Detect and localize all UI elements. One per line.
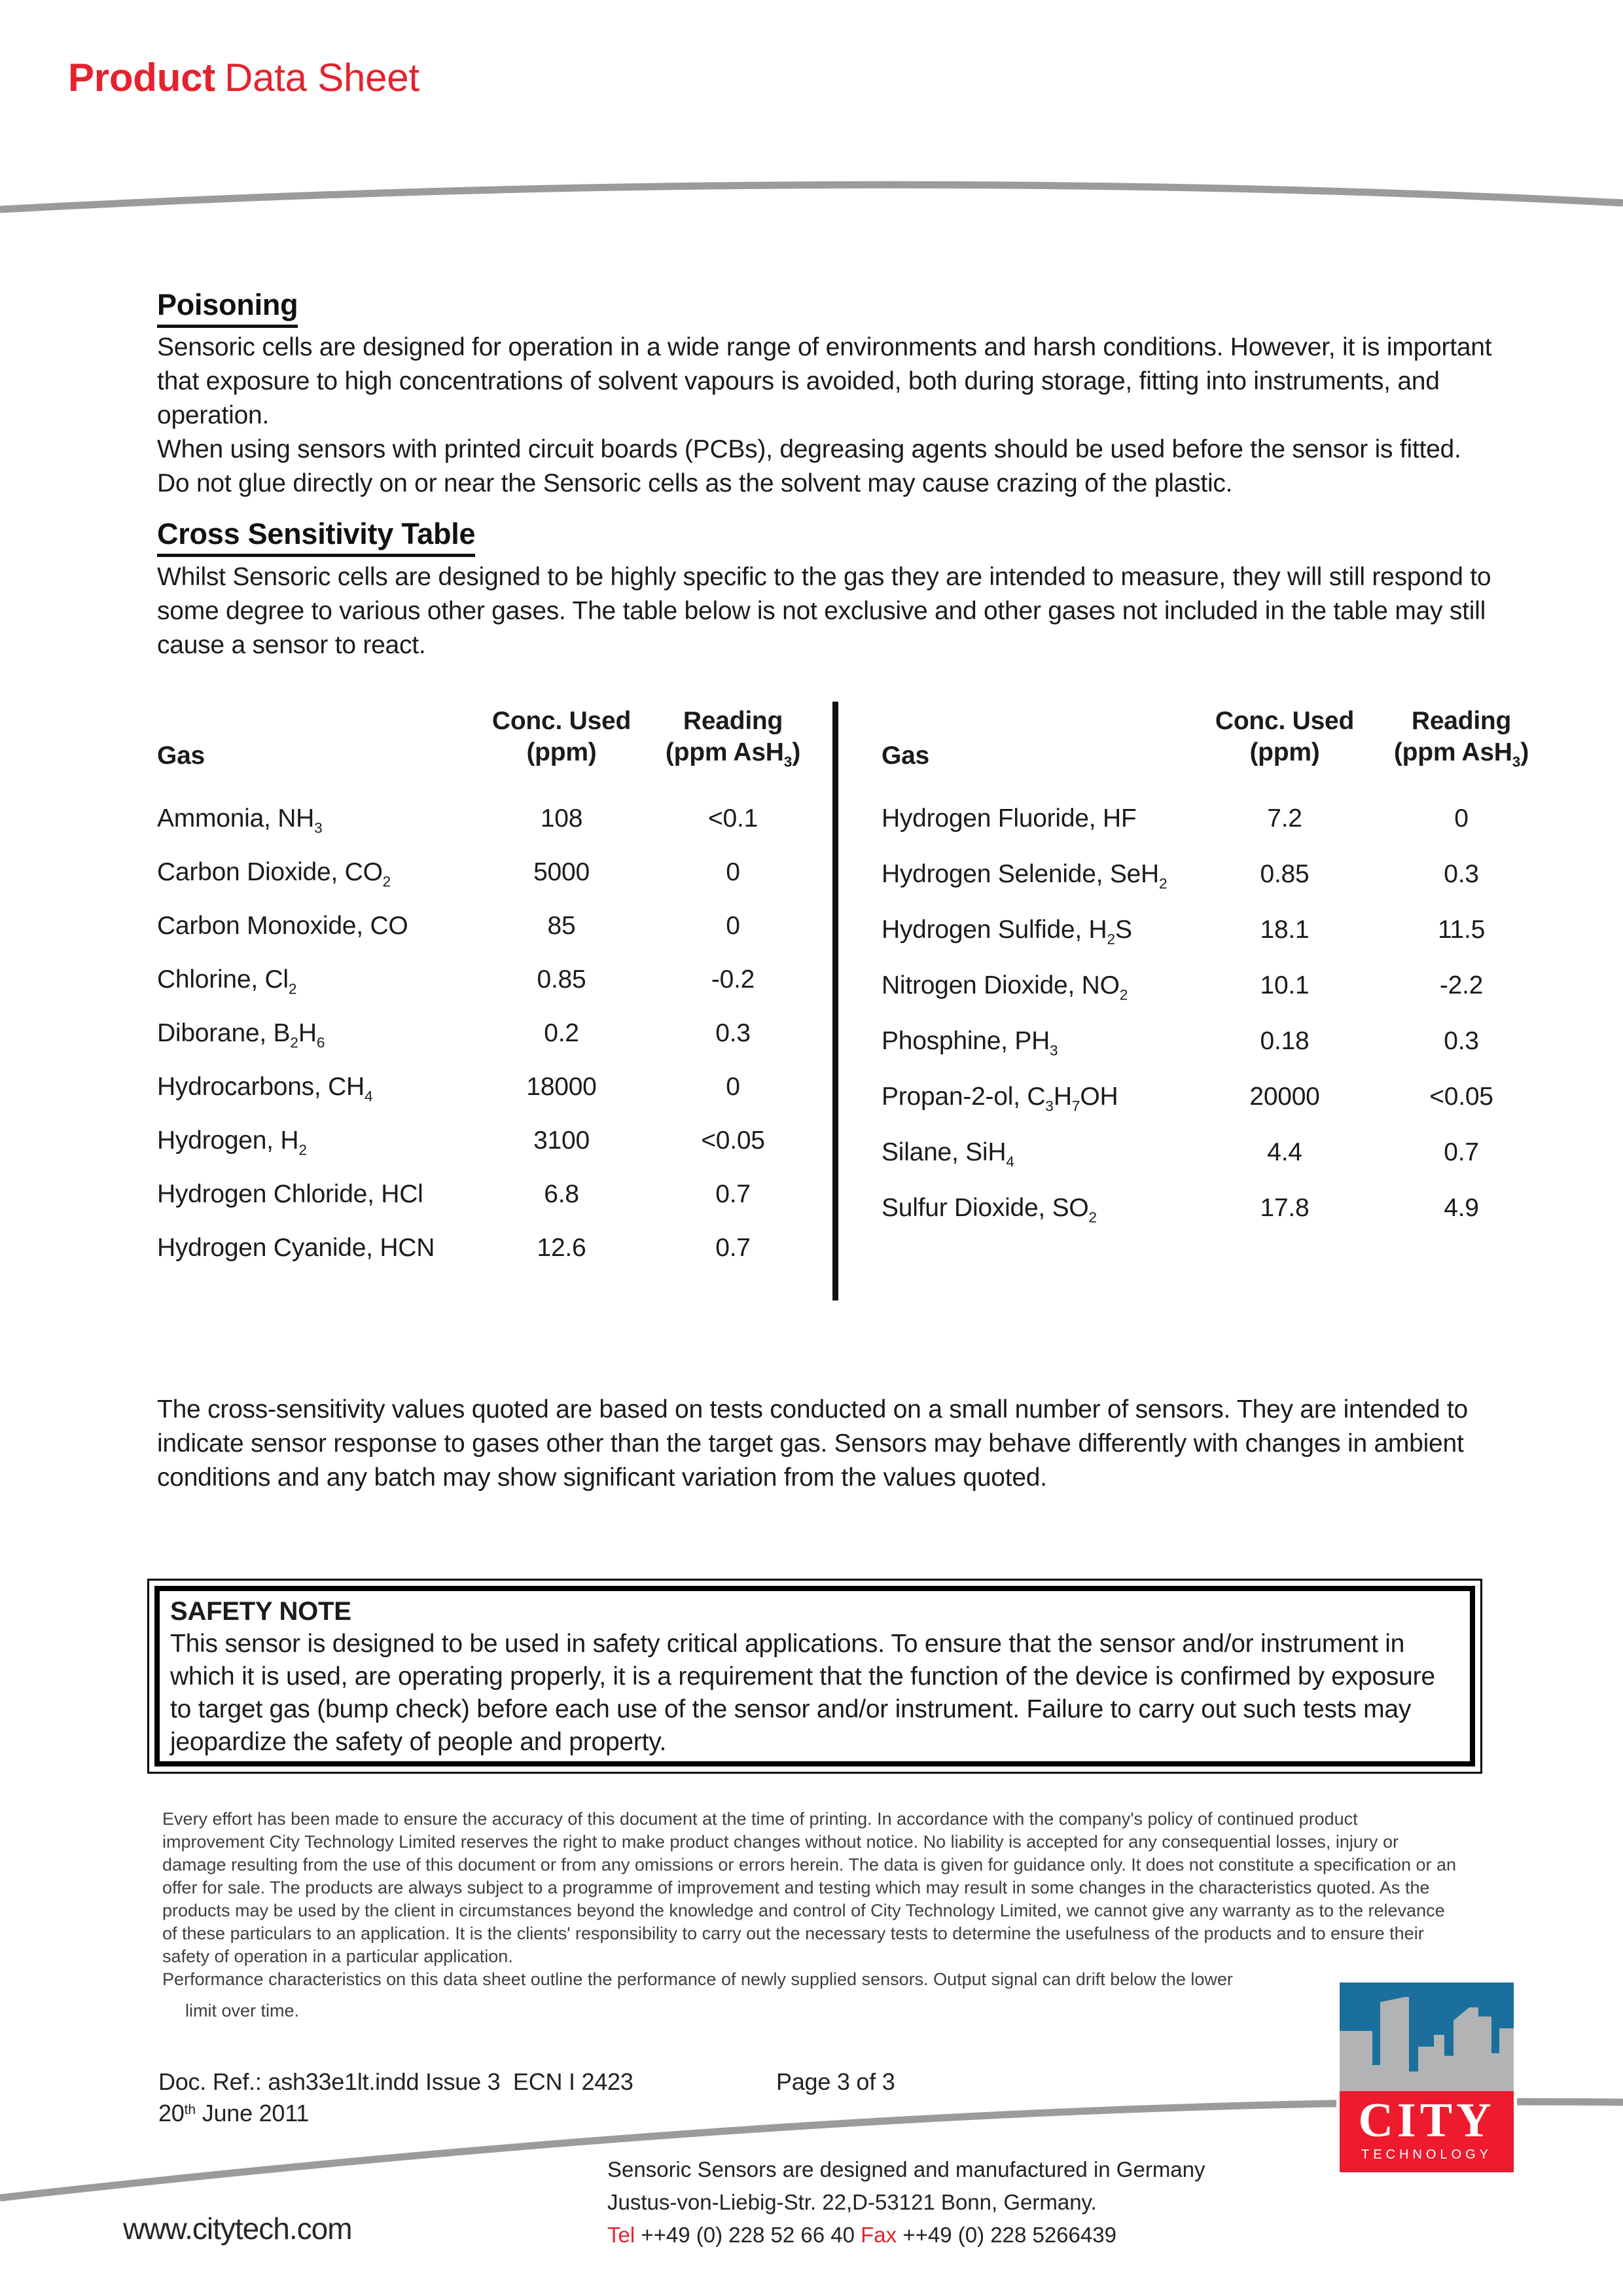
conc-value: 7.2 <box>1267 804 1302 833</box>
cross-sensitivity-table-right <box>882 706 1556 1249</box>
disclaimer-paragraph: Every effort has been made to ensure the accuracy of this document at the time of printing. In accordance with the company's policy of continued product improvement City Technology Limited reserves the right to make product changes without notice. No liability is accepted for any consequential losses, injury or damage resulting from the use of this document or from any omissions or errors herein. The data is given for guidance only. It does not constitute a specification or an offer for sale. The products are always subject to a programme of improvement and testing which may result in some changes in the characteristics quoted. As the products may be used by the client in circumstances beyond the knowledge and control of City Technology Limited, we cannot give any warranty as to the relevance of these particulars to an application. It is the clients' responsibility to carry out the necessary tests to determine the usefulness of the products and to ensure their safety of operation in a particular application. <box>162 1809 1457 1966</box>
reading-value: 11.5 <box>1437 915 1486 944</box>
reading-value: 0 <box>1454 804 1469 833</box>
conc-value: 18000 <box>526 1072 597 1101</box>
reading-value: -0.2 <box>711 965 755 994</box>
footer-address-block <box>607 2153 1205 2251</box>
logo-city-text: CITY <box>1358 2094 1495 2147</box>
conc-value: 17.8 <box>1260 1193 1310 1222</box>
gas-name: Hydrocarbons, $CH_4$ <box>157 1072 373 1104</box>
reading-column-header: Reading (ppm AsH$_3$) <box>665 707 801 770</box>
table-row <box>157 1234 823 1287</box>
table-header <box>882 706 1556 778</box>
page-title-bold: Product <box>68 56 215 99</box>
conc-value: 5000 <box>533 857 590 886</box>
conc-value: 0.85 <box>537 965 586 994</box>
table-row <box>882 1027 1556 1083</box>
gas-column-header: Gas <box>882 741 929 770</box>
reading-value: 0 <box>726 857 740 886</box>
performance-paragraph: Performance characteristics on this data sheet outline the performance of newly supplied sensors. Output signal can drift below the lower <box>162 1969 1233 1989</box>
table-row <box>157 858 823 912</box>
poisoning-heading: Poisoning <box>157 288 298 328</box>
safety-note-heading: SAFETY NOTE <box>170 1597 351 1626</box>
tel-number: ++49 (0) 228 52 66 40 <box>641 2223 855 2247</box>
fax-number: ++49 (0) 228 5266439 <box>902 2223 1116 2247</box>
reading-value: <0.1 <box>707 804 758 833</box>
footer-made-in: Sensoric Sensors are designed and manufactured in Germany <box>607 2157 1205 2181</box>
footer-phone-line <box>607 2219 1205 2251</box>
reading-value: 0 <box>726 911 740 940</box>
cross-sensitivity-intro: Whilst Sensoric cells are designed to be highly specific to the gas they are intended to measure, they will still respond to some degree to various other gases. The table below is not exclusive and other gases not included in the table may still cause a sensor to react. <box>157 563 1491 659</box>
gas-name: Chlorine, $Cl_2$ <box>157 965 297 997</box>
reading-value: 0.3 <box>1444 859 1479 888</box>
table-row <box>157 1126 823 1180</box>
reading-value: 4.9 <box>1444 1193 1479 1222</box>
gas-name: Hydrogen Selenide, SeH$_2$ <box>882 859 1168 891</box>
cross-sensitivity-note: The cross-sensitivity values quoted are based on tests conducted on a small number of sensors. They are intended to indicate sensor response to gases other than the target gas. Sensors may behave differently with changes in ambient conditions and any batch may show significant variation from the values quoted. <box>157 1395 1468 1492</box>
safety-note-box <box>147 1579 1482 1774</box>
performance-paragraph-cont: limit over time. <box>185 2001 300 2020</box>
conc-value: 20000 <box>1249 1082 1320 1111</box>
reading-value: <0.05 <box>701 1126 765 1155</box>
conc-value: 0.85 <box>1260 859 1310 888</box>
conc-value: 3100 <box>533 1126 590 1155</box>
logo-technology-text: TECHNOLOGY <box>1361 2147 1493 2162</box>
safety-note-inner-border <box>154 1586 1475 1767</box>
reading-value: 0.3 <box>715 1018 751 1047</box>
cross-sensitivity-heading: Cross Sensitivity Table <box>157 517 475 557</box>
conc-value: 6.8 <box>544 1179 579 1208</box>
reading-value: 0.7 <box>715 1179 751 1208</box>
table-row <box>882 916 1556 971</box>
doc-date: 20th June 2011 <box>158 2100 310 2126</box>
table-row <box>157 1073 823 1126</box>
reading-value: 0.3 <box>1444 1026 1479 1055</box>
tel-label: Tel <box>607 2223 635 2247</box>
page-number: Page 3 of 3 <box>776 2068 895 2095</box>
gas-name: Hydrogen Sulfide, $H_2S$ <box>882 915 1132 947</box>
gas-name: Phosphine, $PH_3$ <box>882 1026 1058 1058</box>
poisoning-paragraphs <box>157 331 1495 501</box>
table-header <box>157 706 823 778</box>
table-row <box>157 1180 823 1234</box>
table-row <box>882 1194 1556 1249</box>
poisoning-para-1: Sensoric cells are designed for operation in a wide range of environments and harsh conditions. However, it is important that exposure to high concentrations of solvent vapours is avoided, both during storage, fitting into instruments, and operation. <box>157 333 1492 429</box>
conc-value: 85 <box>547 911 576 940</box>
conc-value: 0.2 <box>544 1018 579 1047</box>
gas-name: Ammonia, $NH_3$ <box>157 804 323 836</box>
gas-name: Sulfur Dioxide, $SO_2$ <box>882 1193 1097 1225</box>
poisoning-para-2: When using sensors with printed circuit boards (PCBs), degreasing agents should be used before the sensor is fitted. Do not glue directly on or near the Sensoric cells as the solvent may cause crazing of the plastic. <box>157 435 1461 497</box>
cross-sensitivity-table-left <box>157 706 823 1287</box>
conc-value: 12.6 <box>537 1233 586 1262</box>
fax-label: Fax <box>861 2223 897 2247</box>
logo-skyline-panel <box>1340 1982 1514 2091</box>
conc-value: 18.1 <box>1260 915 1310 944</box>
conc-value: 0.18 <box>1260 1026 1310 1055</box>
conc-column-header: Conc. Used (ppm) <box>491 707 632 766</box>
reading-value: <0.05 <box>1429 1082 1493 1111</box>
website-url: www.citytech.com <box>123 2212 352 2246</box>
reading-value: -2.2 <box>1439 971 1484 999</box>
gas-name: Nitrogen Dioxide, $NO_2$ <box>882 971 1128 1003</box>
table-row <box>882 860 1556 916</box>
reading-value: 0 <box>726 1072 740 1101</box>
table-row <box>882 1083 1556 1138</box>
gas-name: Hydrogen Chloride, HCl <box>157 1179 423 1208</box>
doc-reference: Doc. Ref.: ash33e1lt.indd Issue 3 ECN I 2423 <box>158 2068 633 2095</box>
reading-value: 0.7 <box>715 1233 751 1262</box>
gas-name: Propan-2-ol, $C_3H_7OH$ <box>882 1082 1118 1114</box>
table-divider-line <box>832 702 838 1300</box>
page-title-rest: Data Sheet <box>224 56 419 99</box>
table-row <box>157 804 823 858</box>
gas-name: Hydrogen, $H_2$ <box>157 1126 307 1158</box>
conc-value: 4.4 <box>1267 1138 1302 1166</box>
conc-value: 108 <box>540 804 583 833</box>
gas-name: Hydrogen Cyanide, HCN <box>157 1233 435 1262</box>
table-row <box>157 912 823 965</box>
reading-column-header: Reading (ppm AsH$_3$) <box>1393 707 1529 770</box>
table-row <box>157 1019 823 1073</box>
table-row <box>882 1138 1556 1194</box>
logo-wordmark-panel <box>1340 2091 1514 2172</box>
gas-column-header: Gas <box>157 741 205 770</box>
table-row <box>157 965 823 1019</box>
conc-value: 10.1 <box>1260 971 1310 999</box>
table-row <box>882 804 1556 860</box>
gas-name: Carbon Dioxide, $CO_2$ <box>157 857 391 889</box>
conc-column-header: Conc. Used (ppm) <box>1215 707 1355 766</box>
footer-address: Justus-von-Liebig-Str. 22,D-53121 Bonn, Germany. <box>607 2190 1097 2214</box>
legal-fine-print <box>162 1808 1461 2022</box>
city-skyline-icon <box>1340 1982 1514 2091</box>
table-row <box>882 971 1556 1027</box>
reading-value: 0.7 <box>1444 1138 1479 1166</box>
city-technology-logo <box>1336 1979 1517 2176</box>
page-title <box>68 55 419 100</box>
gas-name: Hydrogen Fluoride, HF <box>882 804 1137 833</box>
safety-note-body: This sensor is designed to be used in safety critical applications. To ensure that the sensor and/or instrument in which it is used, are operating properly, it is a requirement that the function of the device is confirmed by exposure to target gas (bump check) before each use of the sensor and/or instrument. Failure to carry out such tests may jeopardize the safety of people and property. <box>170 1630 1435 1756</box>
gas-name: Diborane, $B_2H_6$ <box>157 1018 325 1050</box>
gas-name: Carbon Monoxide, CO <box>157 911 408 940</box>
gas-name: Silane, SiH$_4$ <box>882 1138 1014 1170</box>
